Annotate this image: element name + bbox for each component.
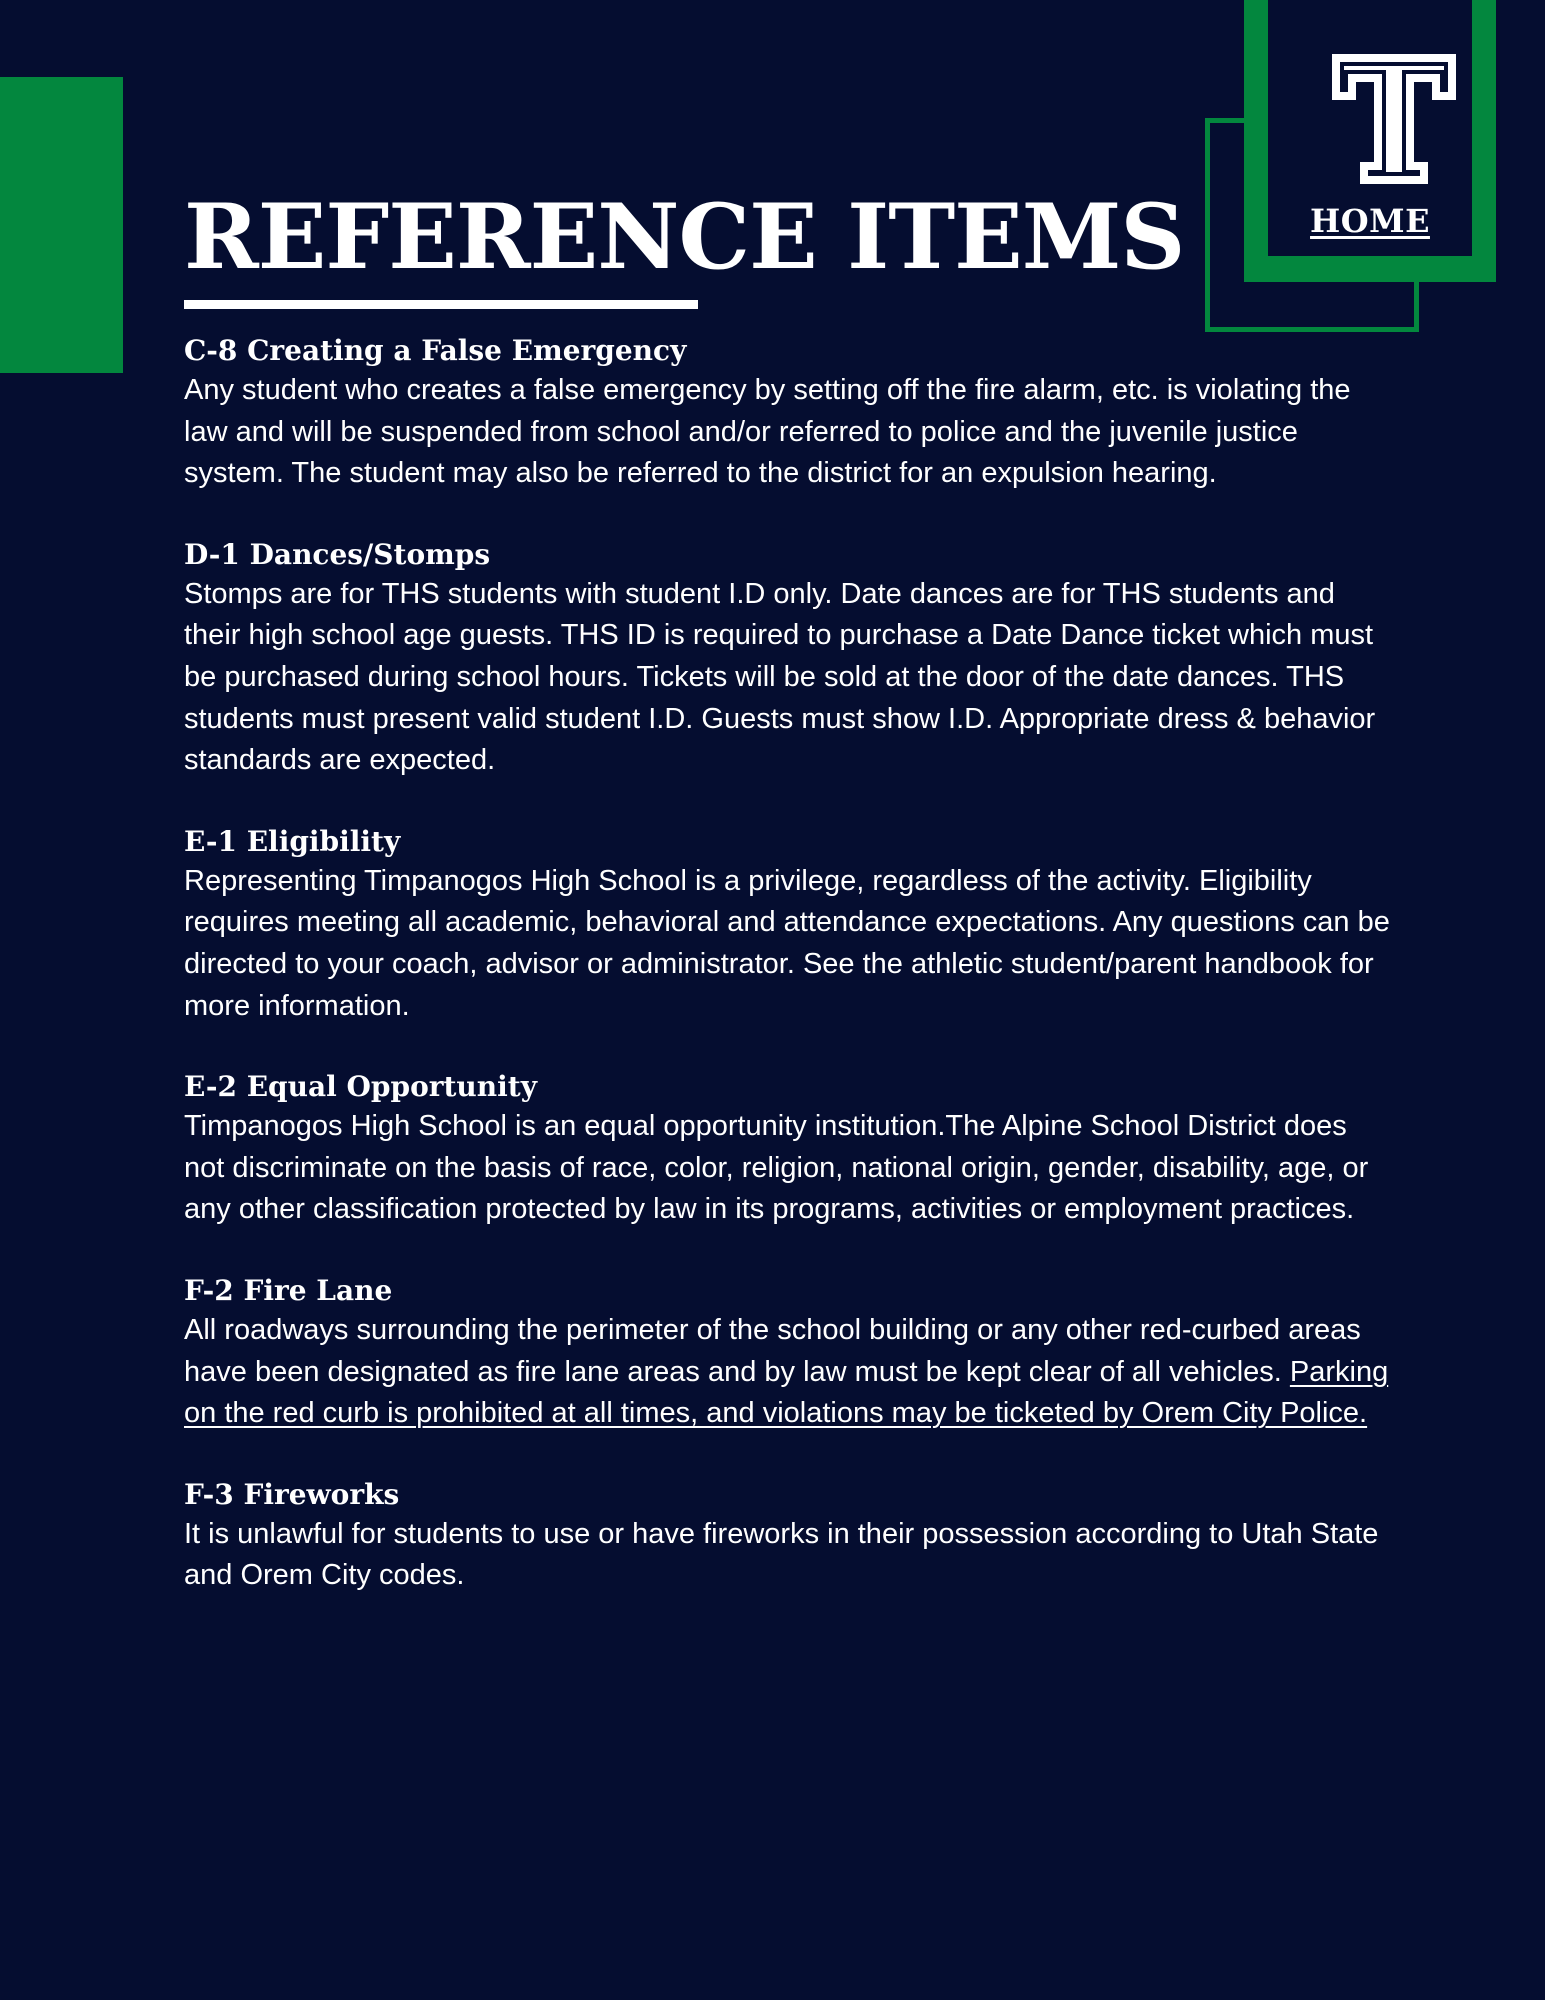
varsity-letter-t-icon[interactable] [1330,52,1458,186]
left-green-accent-bar [0,77,123,373]
reference-item-c8 [184,332,1394,495]
item-body-text: All roadways surrounding the perimeter of the school building or any other red-curbed areas have been designated as fire lane areas and by law must be kept clear of all vehicles. [184,1313,1361,1388]
item-heading: F-3 Fireworks [184,1477,400,1511]
item-heading: D-1 Dances/Stomps [184,537,491,571]
title-underline-rule [184,300,698,309]
item-heading: E-1 Eligibility [184,824,401,858]
item-heading: F-2 Fire Lane [184,1273,393,1307]
reference-item-e1 [184,823,1394,1027]
reference-item-f2 [184,1272,1394,1435]
item-heading: E-2 Equal Opportunity [184,1070,537,1104]
item-heading: C-8 Creating a False Emergency [184,334,687,367]
page-title: REFERENCE ITEMS [184,184,1185,290]
reference-item-f3 [184,1476,1394,1597]
item-body: It is unlawful for students to use or have fireworks in their possession according to Utah State and Orem City codes. [184,1517,1379,1592]
home-button-inner[interactable] [1268,0,1472,256]
item-body: Timpanogos High School is an equal opportunity institution.The Alpine School District does not discriminate on the basis of race, color, religion, national origin, gender, disability, age, or any other classification protected by law in its programs, activities or employment practices. [184,1110,1369,1226]
home-link[interactable]: HOME [1310,202,1430,240]
reference-item-e2 [184,1068,1394,1231]
item-body-underlined-text: Parking on the red curb is prohibited at all times, and violations may be ticketed by Orem City Police. [184,1355,1389,1430]
item-body: Stomps are for THS students with student I.D only. Date dances are for THS students and their high school age guests. THS ID is required to purchase a Date Dance ticket which must be purchased during school hours. Tickets will be sold at the door of the date dances. THS students must present valid student I.D. Guests must show I.D. Appropriate dress & behavior standards are expected. [184,577,1376,777]
item-body: Any student who creates a false emergency by setting off the fire alarm, etc. is violating the law and will be suspended from school and/or referred to police and the juvenile justice system. The student may also be referred to the district for an expulsion hearing. [184,374,1351,490]
item-body [184,1310,1394,1435]
reference-items-list [184,332,1394,1638]
reference-item-d1 [184,536,1394,782]
item-body: Representing Timpanogos High School is a privilege, regardless of the activity. Eligibility requires meeting all academic, behavioral and attendance expectations. Any questions can be directed to your coach, advisor or administrator. See the athletic student/parent handbook for more information. [184,864,1390,1022]
home-button[interactable] [1244,0,1496,282]
